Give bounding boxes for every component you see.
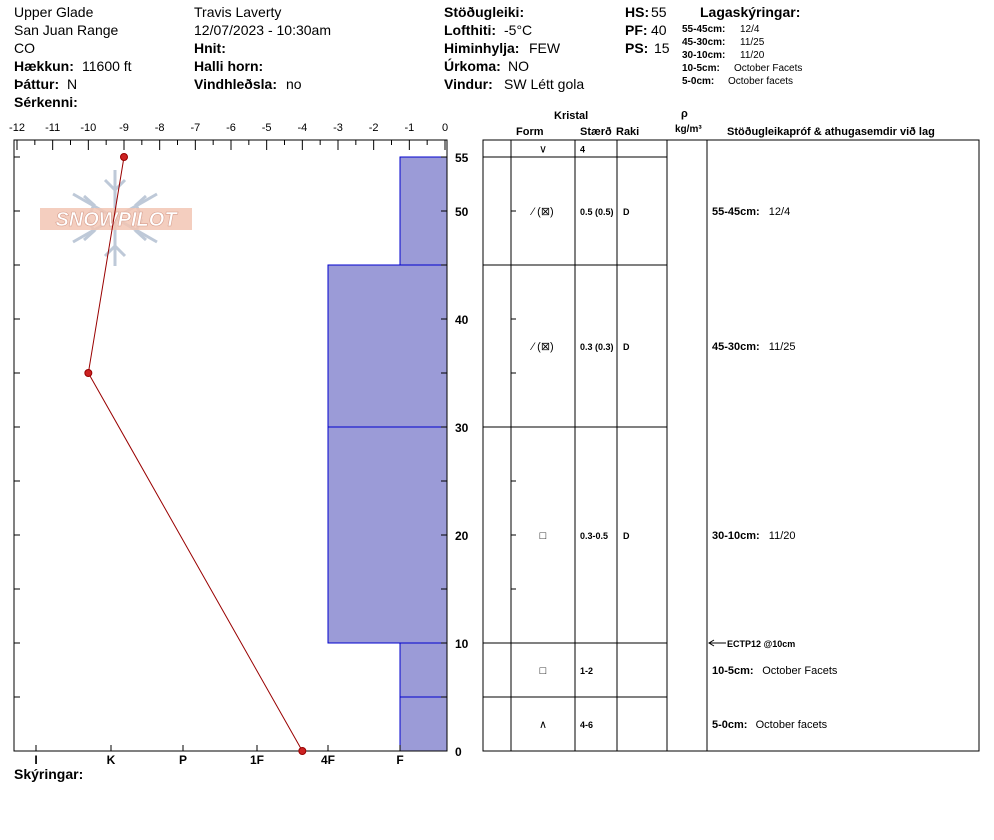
layer-comment-text: October facets bbox=[755, 719, 828, 731]
hs-label: HS: bbox=[625, 4, 650, 20]
legend-range-5: 5-0cm: bbox=[682, 76, 715, 87]
moisture: D bbox=[623, 207, 630, 217]
table-frame bbox=[483, 140, 979, 751]
layer-comment-text: October Facets bbox=[762, 665, 838, 677]
wind-loading-value: no bbox=[286, 76, 302, 92]
observer-name: Travis Laverty bbox=[194, 4, 282, 20]
ps-value: 15 bbox=[654, 40, 670, 56]
watermark-text: SNOWPILOT bbox=[55, 209, 177, 231]
stability-label: Stöðugleiki: bbox=[444, 4, 525, 20]
pf-value: 40 bbox=[651, 22, 667, 38]
state-name: CO bbox=[14, 40, 35, 56]
height-tick-label: 20 bbox=[455, 529, 469, 543]
grain-size: 0.3-0.5 bbox=[580, 531, 609, 541]
legend-desc-3: 11/20 bbox=[740, 50, 765, 61]
pf-label: PF: bbox=[625, 22, 648, 38]
temperature-line bbox=[88, 157, 302, 751]
density-symbol: ρ bbox=[681, 108, 688, 120]
location-name: Upper Glade bbox=[14, 4, 94, 20]
temperature-point bbox=[299, 748, 306, 755]
temp-tick-label: -9 bbox=[119, 122, 129, 134]
aspect-value: N bbox=[67, 76, 78, 92]
ps-label: PS: bbox=[625, 40, 649, 56]
layer-comment-range: 5-0cm: bbox=[712, 719, 748, 731]
layer-comment-text: 11/25 bbox=[768, 341, 796, 353]
layer-table bbox=[483, 140, 979, 751]
temp-tick-label: -8 bbox=[154, 122, 165, 134]
layer-comment-range: 55-45cm: bbox=[712, 206, 760, 218]
layer-comment-range: 45-30cm: bbox=[712, 341, 760, 353]
wind-value: SW Létt gola bbox=[504, 76, 585, 92]
coords-label: Hnit: bbox=[194, 40, 226, 56]
legend-range-4: 10-5cm: bbox=[682, 63, 720, 74]
elevation-label: Hækkun: bbox=[14, 58, 74, 74]
hardness-tick-label: K bbox=[106, 753, 116, 767]
moisture: D bbox=[623, 531, 630, 541]
hardness-bar-1 bbox=[400, 157, 447, 265]
temp-tick-label: -11 bbox=[45, 122, 61, 134]
temp-tick-label: -5 bbox=[261, 122, 272, 134]
layer-comment-text: 12/4 bbox=[768, 206, 791, 218]
temperature-profile bbox=[85, 154, 306, 755]
layer-legend-title: Lagaskýringar: bbox=[700, 4, 801, 20]
aspect-label: Þáttur: bbox=[14, 76, 60, 92]
legend-range-1: 55-45cm: bbox=[682, 24, 726, 35]
comments-header: Stöðugleikapróf & athugasemdir við lag bbox=[727, 126, 935, 138]
precip-label: Úrkoma: bbox=[444, 58, 501, 74]
height-tick-label: 40 bbox=[455, 313, 469, 327]
legend-desc-2: 11/25 bbox=[740, 37, 765, 48]
legend-desc-1: 12/4 bbox=[740, 24, 760, 35]
hardness-tick-label: P bbox=[178, 753, 188, 767]
temp-tick-label: -2 bbox=[368, 122, 379, 134]
crystal-header: Kristal bbox=[554, 110, 589, 122]
legend-range-3: 30-10cm: bbox=[682, 50, 726, 61]
grain-form-icon: ⁄ (⊠) bbox=[532, 341, 554, 353]
wind-loading-label: Vindhleðsla: bbox=[194, 76, 277, 92]
grain-form-icon: □ bbox=[539, 665, 547, 677]
grain-form-icon: ∧ bbox=[538, 719, 548, 731]
sky-cover-label: Himinhylja: bbox=[444, 40, 520, 56]
hardness-tick-label: F bbox=[396, 753, 404, 767]
hardness-bars bbox=[328, 157, 447, 751]
range-name: San Juan Range bbox=[14, 22, 119, 38]
elevation-value: 11600 ft bbox=[82, 58, 132, 74]
legend-desc-4: October Facets bbox=[734, 63, 803, 74]
temp-tick-label: -12 bbox=[9, 122, 25, 134]
layer-comment-range: 30-10cm: bbox=[712, 530, 760, 542]
notes-label: Skýringar: bbox=[14, 766, 84, 782]
grain-size: 0.5 (0.5) bbox=[580, 207, 614, 217]
temp-tick-label: -4 bbox=[297, 122, 308, 134]
legend-desc-5: October facets bbox=[728, 76, 794, 87]
observation-datetime: 12/07/2023 - 10:30am bbox=[194, 22, 331, 38]
features-label: Sérkenni: bbox=[14, 94, 78, 110]
grain-size: 0.3 (0.3) bbox=[580, 342, 614, 352]
size-header: Stærð bbox=[580, 126, 612, 138]
temperature-point bbox=[85, 370, 92, 377]
height-tick-label: 10 bbox=[455, 637, 469, 651]
height-tick-label: 55 bbox=[455, 151, 469, 165]
hardness-bar-2 bbox=[328, 265, 447, 427]
hardness-bar-5 bbox=[400, 697, 447, 751]
hardness-bar-3 bbox=[328, 427, 447, 643]
density-unit: kg/m³ bbox=[675, 124, 702, 135]
form-header: Form bbox=[516, 126, 544, 138]
temp-tick-label: -7 bbox=[190, 122, 201, 134]
temp-tick-label: -10 bbox=[80, 122, 97, 134]
height-tick-label: 50 bbox=[455, 205, 469, 219]
snowpilot-watermark bbox=[40, 170, 192, 266]
air-temp-value: -5°C bbox=[504, 22, 533, 38]
temperature-point bbox=[121, 154, 128, 161]
height-tick-label: 30 bbox=[455, 421, 469, 435]
wind-label: Vindur: bbox=[444, 76, 493, 92]
layer-comment-text: 11/20 bbox=[768, 530, 796, 542]
grain-size: 1-2 bbox=[580, 666, 594, 676]
layer-comment-range: 10-5cm: bbox=[712, 665, 754, 677]
grain-size: 4 bbox=[580, 144, 586, 155]
air-temp-label: Lofthiti: bbox=[444, 22, 497, 38]
hardness-tick-label: I bbox=[34, 753, 38, 767]
precip-value: NO bbox=[508, 58, 529, 74]
moisture-header: Raki bbox=[616, 126, 640, 138]
temp-tick-label: -1 bbox=[404, 122, 415, 134]
grain-form-icon: ⁄ (⊠) bbox=[532, 206, 554, 218]
stability-test-result: ECTP12 @10cm bbox=[727, 639, 796, 649]
temp-tick-label: -6 bbox=[226, 122, 236, 134]
grain-size: 4-6 bbox=[580, 720, 594, 730]
sky-cover-value: FEW bbox=[529, 40, 561, 56]
hardness-tick-label: 1F bbox=[249, 753, 265, 767]
grain-form-icon: ∨ bbox=[538, 143, 548, 156]
temp-tick-label: 0 bbox=[441, 122, 449, 134]
temp-tick-label: -3 bbox=[333, 122, 343, 134]
moisture: D bbox=[623, 342, 630, 352]
hardness-tick-label: 4F bbox=[320, 753, 336, 767]
hardness-bar-4 bbox=[400, 643, 447, 697]
hs-value: 55 bbox=[651, 4, 667, 20]
legend-range-2: 45-30cm: bbox=[682, 37, 726, 48]
height-tick-label: 0 bbox=[455, 745, 462, 759]
grain-form-icon: □ bbox=[539, 530, 547, 542]
slope-angle-label: Halli horn: bbox=[194, 58, 264, 74]
